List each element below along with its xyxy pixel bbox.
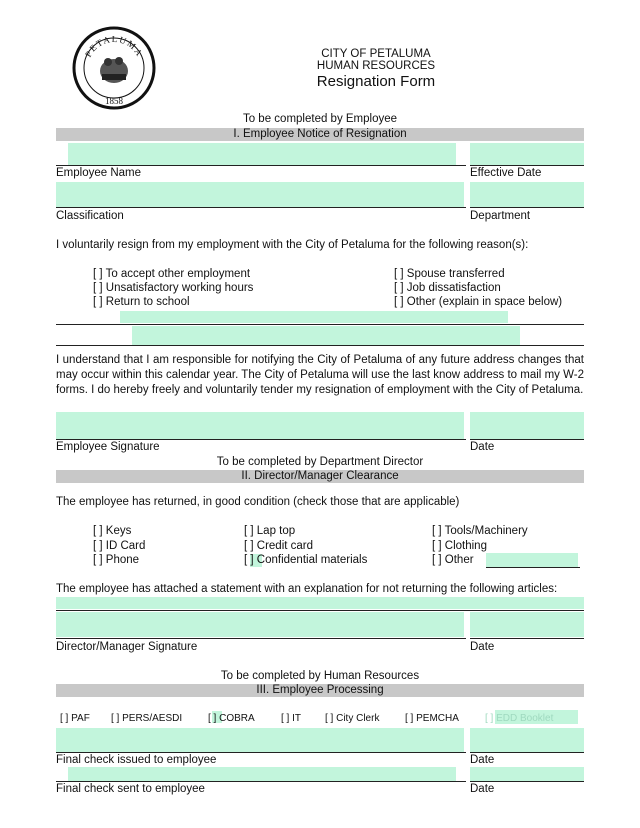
employee-signature-label: Employee Signature — [56, 441, 160, 453]
city-seal — [72, 26, 156, 110]
seal-year: 1858 — [105, 96, 123, 106]
reason-intro: I voluntarily resign from my employment with the City of Petaluma for the following reason(s): — [56, 239, 529, 251]
classification-line — [56, 207, 466, 208]
effective-date-line — [470, 165, 584, 166]
director-date-line — [470, 638, 584, 639]
form-title: Resignation Form — [316, 73, 436, 90]
sent-date-line — [470, 781, 584, 782]
employee-signature-field[interactable] — [56, 412, 464, 439]
signature-date-line — [470, 439, 584, 440]
explain-line-2 — [56, 345, 584, 346]
clothing-checkbox[interactable]: [ ] Clothing — [432, 540, 487, 552]
final-check-sent-date-label: Date — [470, 783, 495, 795]
reason-working-hours-checkbox[interactable]: [ ] Unsatisfactory working hours — [93, 282, 254, 294]
cobra-checkbox[interactable]: [ ] COBRA — [208, 713, 255, 724]
employee-name-line — [56, 165, 466, 166]
svg-text:PETALUMA — [83, 34, 145, 59]
reason-job-dissatisfaction-checkbox[interactable]: [ ] Job dissatisfaction — [394, 282, 501, 294]
reason-spouse-transferred-checkbox[interactable]: [ ] Spouse transferred — [394, 268, 505, 280]
final-check-issued-date-label: Date — [470, 754, 495, 766]
department-line — [470, 207, 584, 208]
department-name: HUMAN RESOURCES — [316, 60, 436, 72]
reason-other-checkbox[interactable]: [ ] Other (explain in space below) — [394, 296, 563, 308]
attached-statement-intro: The employee has attached a statement with an explanation for not returning the following articles: — [56, 583, 558, 595]
returned-intro: The employee has returned, in good condition (check those that are applicable) — [56, 496, 460, 508]
laptop-checkbox[interactable]: [ ] Lap top — [244, 525, 296, 537]
director-signature-line — [56, 638, 466, 639]
director-date-label: Date — [470, 641, 495, 653]
director-signature-label: Director/Manager Signature — [56, 641, 198, 653]
seal-top-text: PETALUMA — [82, 33, 145, 59]
form-header — [300, 48, 452, 90]
final-check-issued-date-field[interactable] — [470, 728, 584, 752]
section3-bar: III. Employee Processing — [56, 684, 584, 697]
employee-signature-date-field[interactable] — [470, 412, 584, 439]
responsibility-statement: I understand that I am responsible for notifying the City of Petaluma of any future address changes that may occur within this calendar year. The City of Petaluma will use the last know address to mail my W-2 forms. I do hereby freely and voluntarily tender my resignation of employment with the City of Petaluma. — [56, 354, 584, 396]
classification-field[interactable] — [56, 182, 464, 207]
keys-checkbox[interactable]: [ ] Keys — [93, 525, 132, 537]
it-checkbox[interactable]: [ ] IT — [281, 713, 301, 724]
other-items-checkbox[interactable]: [ ] Other — [432, 554, 474, 566]
section1-bar: I. Employee Notice of Resignation — [56, 128, 584, 141]
section2-note: To be completed by Department Director — [216, 456, 424, 468]
final-check-sent-field[interactable] — [68, 767, 456, 781]
credit-card-checkbox[interactable]: [ ] Credit card — [244, 540, 314, 552]
director-signature-field[interactable] — [56, 612, 464, 637]
issued-line — [56, 752, 466, 753]
final-check-issued-field[interactable] — [56, 728, 464, 752]
employee-name-field[interactable] — [68, 143, 456, 165]
other-items-line — [486, 567, 580, 568]
phone-checkbox[interactable]: [ ] Phone — [93, 554, 140, 566]
pemcha-checkbox[interactable]: [ ] PEMCHA — [405, 713, 459, 724]
id-card-checkbox[interactable]: [ ] ID Card — [93, 540, 146, 552]
department-label: Department — [470, 210, 531, 222]
department-field[interactable] — [470, 182, 584, 207]
section3-note: To be completed by Human Resources — [220, 670, 420, 682]
pers-aesdi-checkbox[interactable]: [ ] PERS/AESDI — [111, 713, 183, 724]
articles-field-1[interactable] — [56, 597, 584, 609]
other-items-field[interactable] — [486, 553, 578, 567]
section2-bar: II. Director/Manager Clearance — [56, 470, 584, 483]
classification-label: Classification — [56, 210, 124, 222]
final-check-sent-label: Final check sent to employee — [56, 783, 205, 795]
city-name: CITY OF PETALUMA — [321, 48, 431, 60]
paf-checkbox[interactable]: [ ] PAF — [60, 713, 90, 724]
reason-other-employment-checkbox[interactable]: [ ] To accept other employment — [93, 268, 251, 280]
signature-line — [56, 439, 466, 440]
reason-return-school-checkbox[interactable]: [ ] Return to school — [93, 296, 190, 308]
issued-date-line — [470, 752, 584, 753]
employee-name-label: Employee Name — [56, 167, 142, 179]
sent-line — [56, 781, 466, 782]
city-clerk-checkbox[interactable]: [ ] City Clerk — [325, 713, 380, 724]
section1-note: To be completed by Employee — [242, 113, 398, 125]
confidential-materials-checkbox[interactable]: [ ] Confidential materials — [244, 554, 368, 566]
director-date-field[interactable] — [470, 612, 584, 637]
edd-booklet-checkbox[interactable]: [ ] EDD Booklet — [485, 713, 554, 724]
explain-line-1 — [56, 324, 584, 325]
employee-signature-date-label: Date — [470, 441, 495, 453]
articles-line — [56, 610, 584, 611]
effective-date-field[interactable] — [470, 143, 584, 165]
final-check-sent-date-field[interactable] — [470, 767, 584, 781]
tools-machinery-checkbox[interactable]: [ ] Tools/Machinery — [432, 525, 528, 537]
final-check-issued-label: Final check issued to employee — [56, 754, 217, 766]
reason-explain-field-2[interactable] — [132, 326, 520, 345]
effective-date-label: Effective Date — [470, 167, 542, 179]
reason-explain-field-1[interactable] — [120, 311, 508, 323]
